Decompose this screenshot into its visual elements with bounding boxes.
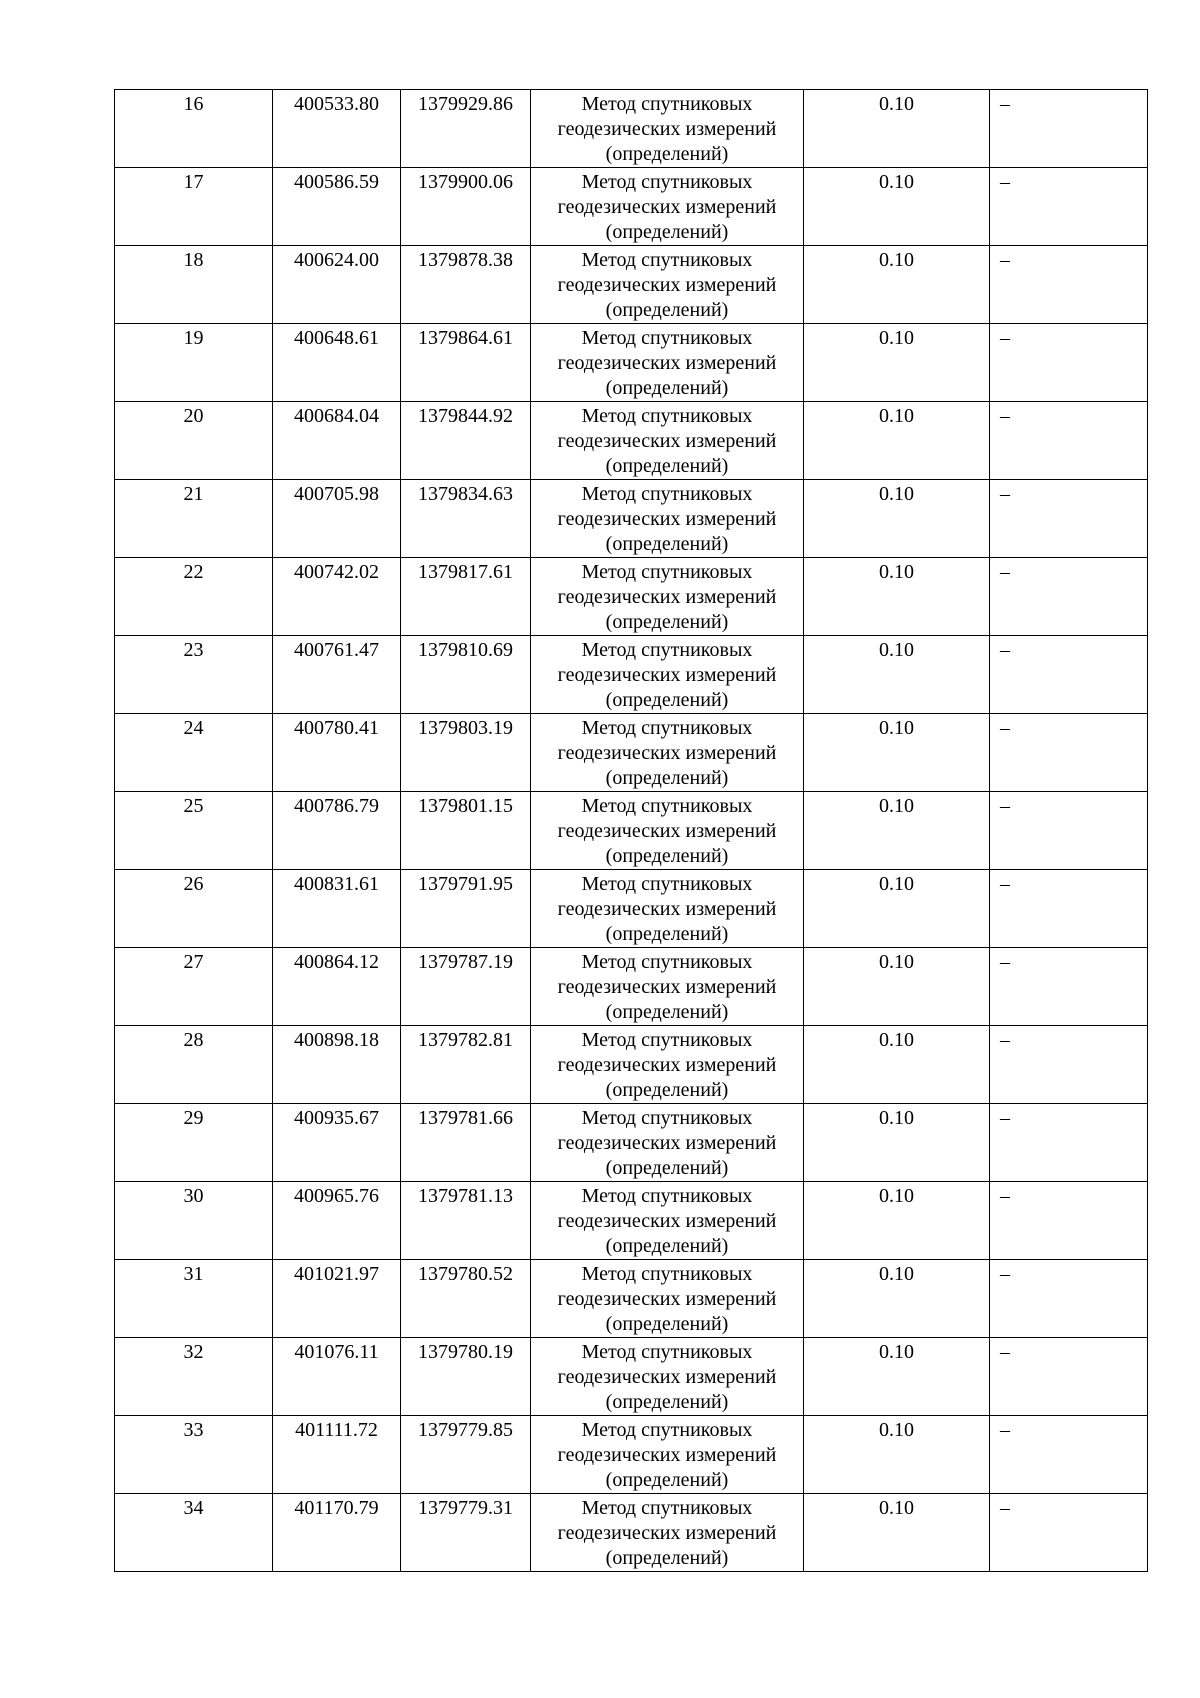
- method-line: Метод спутниковых: [581, 717, 753, 739]
- method-line: (определений): [605, 1547, 729, 1569]
- table-row: [115, 1338, 1148, 1416]
- table-row: [115, 1104, 1148, 1182]
- method-line: (определений): [605, 845, 729, 867]
- method-line: Метод спутниковых: [581, 1107, 753, 1129]
- method-cell: [531, 636, 804, 714]
- note-cell: –: [990, 1494, 1148, 1572]
- method-line: (определений): [605, 221, 729, 243]
- method-cell: [531, 1338, 804, 1416]
- y-coordinate-cell: 1379782.81: [401, 1026, 531, 1104]
- method-line: геодезических измерений: [557, 1054, 777, 1076]
- table-row: [115, 636, 1148, 714]
- table-row: [115, 402, 1148, 480]
- x-coordinate-cell: 400586.59: [273, 168, 401, 246]
- note-cell: –: [990, 480, 1148, 558]
- note-cell: –: [990, 1026, 1148, 1104]
- note-cell: –: [990, 90, 1148, 168]
- method-line: геодезических измерений: [557, 508, 777, 530]
- method-cell: [531, 558, 804, 636]
- method-cell: [531, 1026, 804, 1104]
- accuracy-cell: 0.10: [804, 792, 990, 870]
- accuracy-cell: 0.10: [804, 402, 990, 480]
- point-number-cell: 33: [115, 1416, 273, 1494]
- method-line: (определений): [605, 299, 729, 321]
- x-coordinate-cell: 400935.67: [273, 1104, 401, 1182]
- method-line: Метод спутниковых: [581, 405, 753, 427]
- method-line: (определений): [605, 1079, 729, 1101]
- x-coordinate-cell: 400786.79: [273, 792, 401, 870]
- note-cell: –: [990, 558, 1148, 636]
- method-line: (определений): [605, 143, 729, 165]
- point-number-cell: 24: [115, 714, 273, 792]
- y-coordinate-cell: 1379779.85: [401, 1416, 531, 1494]
- method-line: геодезических измерений: [557, 352, 777, 374]
- y-coordinate-cell: 1379787.19: [401, 948, 531, 1026]
- accuracy-cell: 0.10: [804, 168, 990, 246]
- method-line: геодезических измерений: [557, 196, 777, 218]
- point-number-cell: 32: [115, 1338, 273, 1416]
- note-cell: –: [990, 1104, 1148, 1182]
- x-coordinate-cell: 400533.80: [273, 90, 401, 168]
- accuracy-cell: 0.10: [804, 558, 990, 636]
- method-cell: [531, 714, 804, 792]
- method-line: (определений): [605, 377, 729, 399]
- point-number-cell: 27: [115, 948, 273, 1026]
- point-number-cell: 31: [115, 1260, 273, 1338]
- method-line: (определений): [605, 455, 729, 477]
- method-cell: [531, 402, 804, 480]
- x-coordinate-cell: 401170.79: [273, 1494, 401, 1572]
- point-number-cell: 34: [115, 1494, 273, 1572]
- table-row: [115, 1260, 1148, 1338]
- note-cell: –: [990, 870, 1148, 948]
- method-line: Метод спутниковых: [581, 1263, 753, 1285]
- method-line: геодезических измерений: [557, 820, 777, 842]
- table-row: [115, 324, 1148, 402]
- method-line: Метод спутниковых: [581, 561, 753, 583]
- accuracy-cell: 0.10: [804, 714, 990, 792]
- method-cell: [531, 792, 804, 870]
- accuracy-cell: 0.10: [804, 480, 990, 558]
- x-coordinate-cell: 400684.04: [273, 402, 401, 480]
- method-line: геодезических измерений: [557, 898, 777, 920]
- note-cell: –: [990, 1182, 1148, 1260]
- x-coordinate-cell: 400624.00: [273, 246, 401, 324]
- method-cell: [531, 870, 804, 948]
- y-coordinate-cell: 1379929.86: [401, 90, 531, 168]
- x-coordinate-cell: 401111.72: [273, 1416, 401, 1494]
- point-number-cell: 26: [115, 870, 273, 948]
- method-cell: [531, 1494, 804, 1572]
- x-coordinate-cell: 400898.18: [273, 1026, 401, 1104]
- method-cell: [531, 90, 804, 168]
- method-cell: [531, 324, 804, 402]
- method-line: геодезических измерений: [557, 1288, 777, 1310]
- accuracy-cell: 0.10: [804, 1416, 990, 1494]
- x-coordinate-cell: 400831.61: [273, 870, 401, 948]
- y-coordinate-cell: 1379801.15: [401, 792, 531, 870]
- table-row: [115, 1026, 1148, 1104]
- method-line: Метод спутниковых: [581, 639, 753, 661]
- method-line: геодезических измерений: [557, 1444, 777, 1466]
- accuracy-cell: 0.10: [804, 948, 990, 1026]
- method-line: Метод спутниковых: [581, 1419, 753, 1441]
- method-line: Метод спутниковых: [581, 1341, 753, 1363]
- method-line: геодезических измерений: [557, 742, 777, 764]
- method-line: геодезических измерений: [557, 1522, 777, 1544]
- method-line: (определений): [605, 767, 729, 789]
- note-cell: –: [990, 948, 1148, 1026]
- table-row: [115, 870, 1148, 948]
- y-coordinate-cell: 1379780.52: [401, 1260, 531, 1338]
- x-coordinate-cell: 400864.12: [273, 948, 401, 1026]
- table-row: [115, 1182, 1148, 1260]
- method-line: (определений): [605, 1001, 729, 1023]
- method-cell: [531, 1416, 804, 1494]
- method-line: Метод спутниковых: [581, 951, 753, 973]
- method-line: геодезических измерений: [557, 1210, 777, 1232]
- method-line: (определений): [605, 689, 729, 711]
- method-cell: [531, 1260, 804, 1338]
- coordinates-table: [114, 89, 1148, 1572]
- accuracy-cell: 0.10: [804, 1182, 990, 1260]
- method-line: Метод спутниковых: [581, 1185, 753, 1207]
- method-line: Метод спутниковых: [581, 1497, 753, 1519]
- method-line: геодезических измерений: [557, 976, 777, 998]
- note-cell: –: [990, 324, 1148, 402]
- note-cell: –: [990, 402, 1148, 480]
- method-line: (определений): [605, 1469, 729, 1491]
- table-row: [115, 714, 1148, 792]
- accuracy-cell: 0.10: [804, 870, 990, 948]
- accuracy-cell: 0.10: [804, 90, 990, 168]
- method-line: Метод спутниковых: [581, 795, 753, 817]
- method-line: геодезических измерений: [557, 1366, 777, 1388]
- method-line: (определений): [605, 1313, 729, 1335]
- method-line: (определений): [605, 1391, 729, 1413]
- method-line: Метод спутниковых: [581, 1029, 753, 1051]
- point-number-cell: 17: [115, 168, 273, 246]
- y-coordinate-cell: 1379844.92: [401, 402, 531, 480]
- note-cell: –: [990, 714, 1148, 792]
- table-body: [115, 90, 1148, 1572]
- point-number-cell: 29: [115, 1104, 273, 1182]
- method-line: (определений): [605, 923, 729, 945]
- point-number-cell: 28: [115, 1026, 273, 1104]
- accuracy-cell: 0.10: [804, 1104, 990, 1182]
- point-number-cell: 23: [115, 636, 273, 714]
- point-number-cell: 25: [115, 792, 273, 870]
- point-number-cell: 20: [115, 402, 273, 480]
- y-coordinate-cell: 1379878.38: [401, 246, 531, 324]
- y-coordinate-cell: 1379810.69: [401, 636, 531, 714]
- accuracy-cell: 0.10: [804, 1260, 990, 1338]
- point-number-cell: 19: [115, 324, 273, 402]
- method-line: (определений): [605, 533, 729, 555]
- method-cell: [531, 948, 804, 1026]
- method-line: Метод спутниковых: [581, 327, 753, 349]
- point-number-cell: 21: [115, 480, 273, 558]
- method-cell: [531, 1104, 804, 1182]
- y-coordinate-cell: 1379791.95: [401, 870, 531, 948]
- x-coordinate-cell: 400648.61: [273, 324, 401, 402]
- x-coordinate-cell: 401021.97: [273, 1260, 401, 1338]
- method-cell: [531, 246, 804, 324]
- table-row: [115, 1416, 1148, 1494]
- x-coordinate-cell: 400705.98: [273, 480, 401, 558]
- accuracy-cell: 0.10: [804, 1338, 990, 1416]
- x-coordinate-cell: 400761.47: [273, 636, 401, 714]
- point-number-cell: 18: [115, 246, 273, 324]
- y-coordinate-cell: 1379780.19: [401, 1338, 531, 1416]
- table-row: [115, 558, 1148, 636]
- accuracy-cell: 0.10: [804, 1026, 990, 1104]
- method-cell: [531, 1182, 804, 1260]
- method-line: (определений): [605, 611, 729, 633]
- x-coordinate-cell: 401076.11: [273, 1338, 401, 1416]
- note-cell: –: [990, 792, 1148, 870]
- note-cell: –: [990, 636, 1148, 714]
- method-line: геодезических измерений: [557, 430, 777, 452]
- y-coordinate-cell: 1379834.63: [401, 480, 531, 558]
- accuracy-cell: 0.10: [804, 246, 990, 324]
- y-coordinate-cell: 1379779.31: [401, 1494, 531, 1572]
- table-row: [115, 792, 1148, 870]
- method-line: (определений): [605, 1157, 729, 1179]
- note-cell: –: [990, 1416, 1148, 1494]
- table-row: [115, 90, 1148, 168]
- accuracy-cell: 0.10: [804, 324, 990, 402]
- table-row: [115, 1494, 1148, 1572]
- method-line: геодезических измерений: [557, 664, 777, 686]
- table-row: [115, 480, 1148, 558]
- note-cell: –: [990, 168, 1148, 246]
- y-coordinate-cell: 1379864.61: [401, 324, 531, 402]
- y-coordinate-cell: 1379900.06: [401, 168, 531, 246]
- note-cell: –: [990, 1260, 1148, 1338]
- method-line: Метод спутниковых: [581, 93, 753, 115]
- method-line: Метод спутниковых: [581, 483, 753, 505]
- method-line: геодезических измерений: [557, 118, 777, 140]
- table-row: [115, 168, 1148, 246]
- accuracy-cell: 0.10: [804, 636, 990, 714]
- method-line: Метод спутниковых: [581, 249, 753, 271]
- method-line: Метод спутниковых: [581, 873, 753, 895]
- method-line: геодезических измерений: [557, 274, 777, 296]
- point-number-cell: 30: [115, 1182, 273, 1260]
- table-row: [115, 948, 1148, 1026]
- y-coordinate-cell: 1379803.19: [401, 714, 531, 792]
- method-line: (определений): [605, 1235, 729, 1257]
- method-cell: [531, 168, 804, 246]
- method-line: геодезических измерений: [557, 1132, 777, 1154]
- method-line: Метод спутниковых: [581, 171, 753, 193]
- note-cell: –: [990, 246, 1148, 324]
- x-coordinate-cell: 400780.41: [273, 714, 401, 792]
- method-line: геодезических измерений: [557, 586, 777, 608]
- x-coordinate-cell: 400965.76: [273, 1182, 401, 1260]
- y-coordinate-cell: 1379781.13: [401, 1182, 531, 1260]
- y-coordinate-cell: 1379781.66: [401, 1104, 531, 1182]
- accuracy-cell: 0.10: [804, 1494, 990, 1572]
- method-cell: [531, 480, 804, 558]
- y-coordinate-cell: 1379817.61: [401, 558, 531, 636]
- point-number-cell: 16: [115, 90, 273, 168]
- table-row: [115, 246, 1148, 324]
- x-coordinate-cell: 400742.02: [273, 558, 401, 636]
- point-number-cell: 22: [115, 558, 273, 636]
- note-cell: –: [990, 1338, 1148, 1416]
